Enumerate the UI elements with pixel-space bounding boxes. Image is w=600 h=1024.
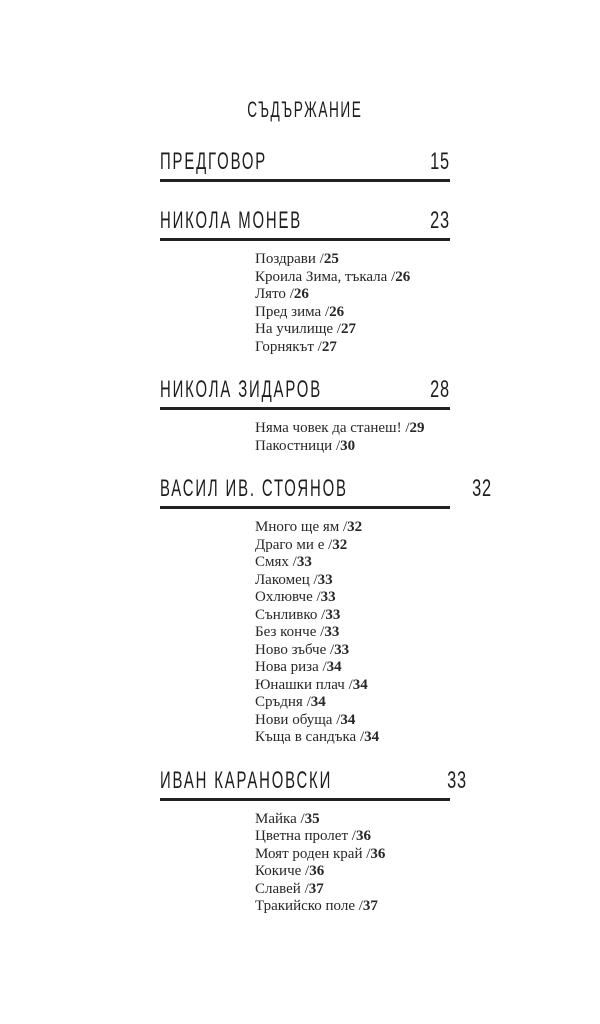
item-page-slash: / (324, 303, 330, 320)
item-page-slash: / (317, 338, 322, 355)
item-page-slash: / (313, 571, 318, 588)
item-title: Тракийско поле (255, 898, 355, 914)
item-title: Лято (255, 286, 286, 302)
toc-item (255, 729, 450, 747)
item-page-slash: / (336, 321, 341, 337)
toc-section (160, 378, 450, 455)
toc-section (160, 475, 492, 747)
item-page-number: 36 (309, 863, 325, 879)
item-title: Кокиче (255, 863, 302, 879)
item-title: Много ще ям (255, 519, 340, 535)
item-title: Охлювче (255, 589, 313, 605)
section-heading: НИКОЛА МОНЕВ (160, 207, 303, 234)
toc-item (255, 589, 450, 607)
item-page-number: 34 (340, 711, 356, 728)
item-page-number: 37 (362, 898, 378, 914)
item-page-number: 33 (324, 624, 340, 640)
item-page-number: 27 (340, 321, 356, 337)
item-page-number: 25 (323, 251, 339, 267)
toc-item (255, 537, 450, 555)
toc-item (255, 269, 450, 287)
page-title-text: СЪДЪРЖАНИЕ (247, 97, 363, 122)
page-title (160, 0, 450, 122)
item-title: Пред зима (255, 303, 322, 320)
item-title: Смях (255, 554, 289, 570)
item-title: Сръдня (255, 694, 303, 710)
toc-item (255, 438, 450, 456)
item-title: Горнякът (255, 338, 314, 355)
item-title: Без конче (255, 624, 317, 640)
item-page-number: 33 (325, 606, 341, 623)
section-page-number: 32 (472, 475, 492, 502)
toc-item (255, 898, 450, 916)
section-header-row (160, 150, 450, 182)
toc-item (255, 881, 450, 899)
toc-item (255, 321, 450, 339)
item-page-number: 36 (370, 845, 386, 862)
item-page-number: 37 (308, 880, 324, 897)
item-page-slash: / (336, 711, 341, 728)
item-page-slash: / (321, 606, 326, 623)
item-title: Сънливко (255, 606, 318, 623)
item-title: Ново зъбче (255, 641, 327, 658)
section-page-number: 33 (446, 766, 467, 794)
item-title: Славей (255, 880, 301, 897)
section-items-list (255, 519, 450, 747)
item-title: Пакостници (255, 437, 333, 454)
item-page-number: 36 (355, 828, 371, 844)
section-heading: НИКОЛА ЗИДАРОВ (160, 376, 322, 403)
section-heading: ИВАН КАРАНОВСКИ (160, 766, 333, 794)
item-page-slash: / (391, 268, 396, 285)
item-page-number: 33 (317, 571, 333, 588)
item-page-number: 26 (293, 286, 309, 302)
section-items-list (255, 811, 450, 916)
item-page-slash: / (348, 676, 353, 693)
section-header-row (160, 209, 450, 241)
item-page-slash: / (359, 729, 365, 745)
toc-section (160, 766, 467, 916)
item-page-slash: / (328, 536, 333, 553)
item-page-number: 29 (409, 420, 425, 436)
item-page-slash: / (405, 420, 410, 436)
section-header-row (160, 766, 467, 801)
toc-item (255, 554, 450, 572)
toc-sections (160, 148, 492, 916)
item-title: Юнашки плач (255, 676, 345, 693)
item-page-number: 34 (352, 676, 368, 693)
item-title: Майка (255, 810, 297, 827)
section-items-list (255, 251, 450, 356)
section-heading: ВАСИЛ ИВ. СТОЯНОВ (160, 475, 348, 502)
toc-item (255, 863, 450, 881)
item-title: Къща в сандъка (255, 729, 357, 745)
toc-item (255, 811, 450, 829)
item-page-number: 34 (310, 694, 326, 710)
section-header-row (160, 475, 492, 509)
item-page-slash: / (358, 898, 363, 914)
item-title: Поздрави (255, 251, 316, 267)
item-page-number: 26 (329, 303, 345, 320)
toc-item (255, 659, 450, 677)
item-title: Кроила Зима, тъкала (255, 268, 388, 285)
toc-item (255, 624, 450, 642)
item-page-number: 34 (364, 729, 380, 745)
section-items-list (255, 420, 450, 455)
item-page-slash: / (304, 880, 309, 897)
item-page-slash: / (306, 694, 311, 710)
toc-item (255, 304, 450, 322)
item-page-slash: / (319, 251, 324, 267)
item-page-slash: / (320, 624, 325, 640)
item-page-slash: / (322, 659, 327, 675)
item-page-slash: / (343, 519, 348, 535)
section-header-row (160, 378, 450, 410)
item-title: Няма човек да станеш! (255, 420, 402, 436)
toc-item (255, 677, 450, 695)
section-page-number: 23 (430, 207, 450, 234)
item-page-slash: / (316, 589, 321, 605)
item-page-slash: / (330, 641, 335, 658)
item-page-number: 26 (395, 268, 411, 285)
item-page-slash: / (335, 437, 341, 454)
item-page-number: 34 (326, 659, 342, 675)
toc-item (255, 846, 450, 864)
item-page-number: 33 (296, 554, 312, 570)
item-page-slash: / (292, 554, 297, 570)
section-page-number: 28 (430, 376, 450, 403)
toc-section (160, 150, 450, 182)
toc-item (255, 251, 450, 269)
section-page-number: 15 (430, 148, 450, 175)
toc-item (255, 642, 450, 660)
toc-item (255, 519, 450, 537)
item-page-number: 32 (347, 519, 363, 535)
item-title: Лакомец (255, 571, 310, 588)
item-title: На училище (255, 321, 334, 337)
item-page-number: 30 (340, 437, 356, 454)
item-page-slash: / (366, 845, 371, 862)
toc-item (255, 420, 450, 438)
item-page-slash: / (289, 286, 294, 302)
toc-item (255, 607, 450, 625)
toc-content-column (160, 0, 492, 916)
item-page-slash: / (300, 810, 305, 827)
section-heading: ПРЕДГОВОР (160, 148, 268, 175)
item-page-slash: / (305, 863, 310, 879)
toc-item (255, 572, 450, 590)
toc-item (255, 286, 450, 304)
toc-item (255, 694, 450, 712)
toc-item (255, 712, 450, 730)
item-title: Цветна пролет (255, 828, 349, 844)
item-title: Нова риза (255, 659, 319, 675)
item-page-number: 27 (321, 338, 337, 355)
item-title: Моят роден край (255, 845, 363, 862)
item-page-number: 33 (320, 589, 336, 605)
toc-section (160, 209, 450, 356)
item-page-slash: / (351, 828, 356, 844)
toc-item (255, 339, 450, 357)
item-page-number: 35 (304, 810, 320, 827)
item-page-number: 33 (334, 641, 350, 658)
item-title: Драго ми е (255, 536, 325, 553)
toc-item (255, 828, 450, 846)
item-title: Нови обуща (255, 711, 333, 728)
item-page-number: 32 (332, 536, 348, 553)
